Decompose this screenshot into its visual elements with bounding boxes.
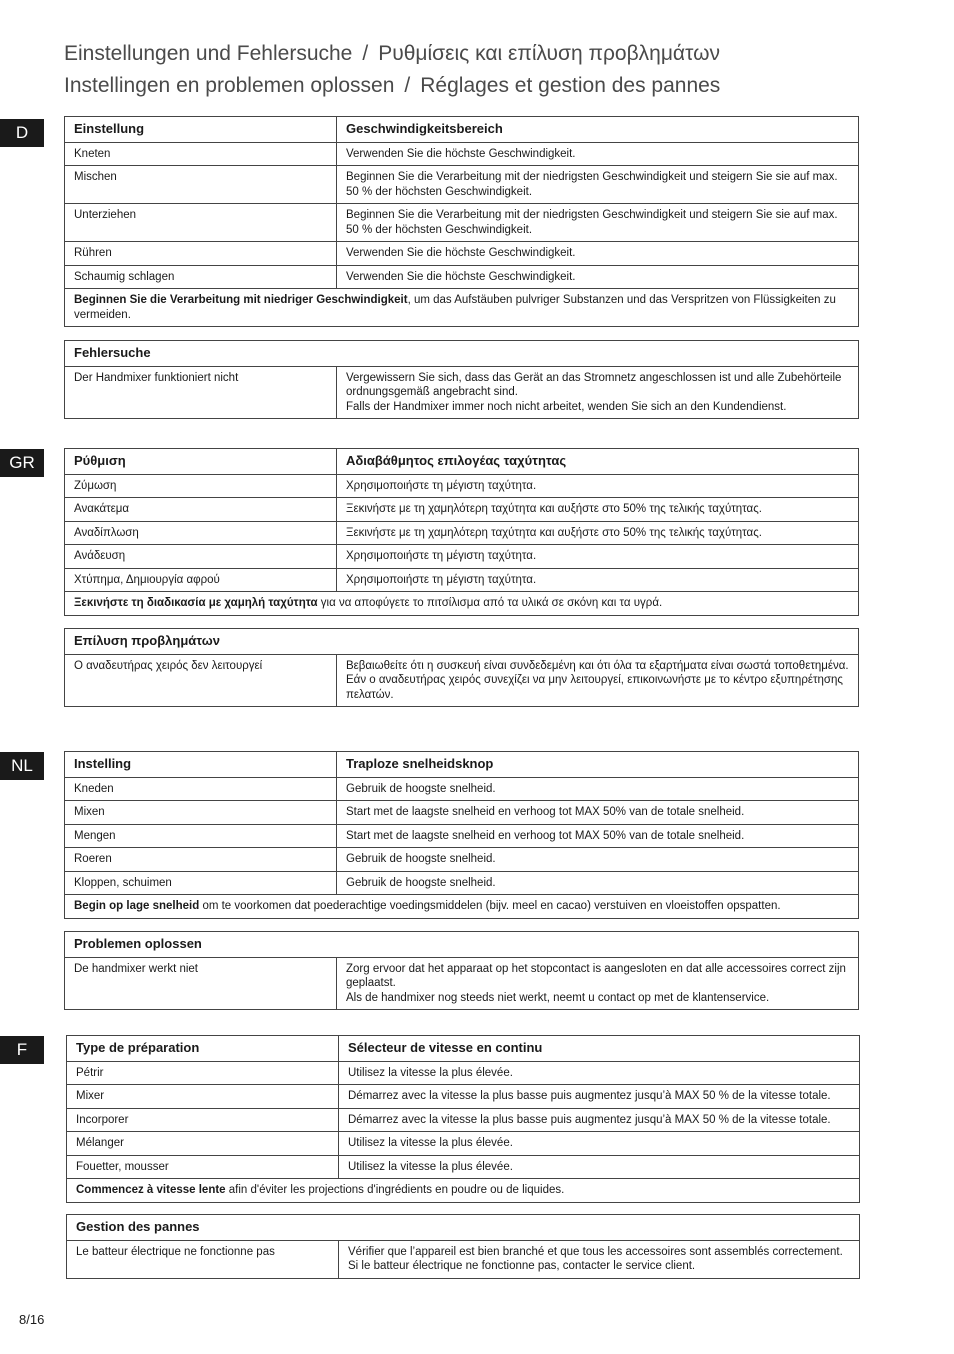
table-row xyxy=(65,871,859,895)
table-header-row xyxy=(65,932,859,958)
language-tab-de: D xyxy=(0,119,44,147)
header-setting: Type de préparation xyxy=(67,1036,339,1062)
note-bold: Commencez à vitesse lente xyxy=(76,1184,226,1196)
setting-cell: Kloppen, schuimen xyxy=(65,871,337,895)
setting-cell: Kneden xyxy=(65,777,337,801)
settings-table-nl xyxy=(64,751,859,919)
table-row xyxy=(65,474,859,498)
table-row xyxy=(65,545,859,569)
note-row xyxy=(65,895,859,919)
solution-line: Falls der Handmixer immer noch nicht arbeitet, wenden Sie sich an den Kundendienst. xyxy=(346,400,787,413)
solution-cell xyxy=(337,654,859,707)
table-row xyxy=(65,366,859,419)
speed-cell: Χρησιμοποιήστε τη μέγιστη ταχύτητα. xyxy=(337,568,859,592)
note-row xyxy=(65,289,859,327)
note-bold: Begin op lage snelheid xyxy=(74,900,200,912)
speed-cell: Démarrez avec la vitesse la plus basse puis augmentez jusqu’à MAX 50 % de la vitesse totale. xyxy=(339,1108,860,1132)
note-row xyxy=(67,1179,860,1203)
setting-cell: Roeren xyxy=(65,848,337,872)
note-bold: Ξεκινήστε τη διαδικασία με χαμηλή ταχύτητα xyxy=(74,597,318,609)
speed-cell: Gebruik de hoogste snelheid. xyxy=(337,871,859,895)
speed-cell: Beginnen Sie die Verarbeitung mit der niedrigsten Geschwindigkeit und steigern Sie sie auf max. 50 % der höchsten Geschwindigkeit. xyxy=(337,204,859,242)
language-tab-nl: NL xyxy=(0,752,44,780)
language-tab-fr: F xyxy=(0,1036,44,1064)
header-speed: Sélecteur de vitesse en continu xyxy=(339,1036,860,1062)
troubleshooting-header: Problemen oplossen xyxy=(65,932,859,958)
page-number: 8/16 xyxy=(19,1312,45,1327)
solution-cell xyxy=(337,366,859,419)
table-header-row xyxy=(67,1036,860,1062)
title-line-2: Instellingen en problemen oplossen / Réglages et gestion des pannes xyxy=(64,74,721,97)
header-setting: Einstellung xyxy=(65,117,337,143)
speed-cell: Beginnen Sie die Verarbeitung mit der niedrigsten Geschwindigkeit und steigern Sie sie auf max. 50 % der höchsten Geschwindigkeit. xyxy=(337,166,859,204)
speed-cell: Utilisez la vitesse la plus élevée. xyxy=(339,1155,860,1179)
setting-cell: Unterziehen xyxy=(65,204,337,242)
table-header-row xyxy=(67,1215,860,1241)
note-cell xyxy=(67,1179,860,1203)
setting-cell: Mixer xyxy=(67,1085,339,1109)
troubleshooting-header: Επίλυση προβλημάτων xyxy=(65,629,859,655)
language-tab-gr: GR xyxy=(0,449,44,477)
problem-cell: Der Handmixer funktioniert nicht xyxy=(65,366,337,419)
table-header-row xyxy=(65,449,859,475)
note-cell xyxy=(65,289,859,327)
solution-line: Vergewissern Sie sich, dass das Gerät an das Stromnetz angeschlossen ist und alle Zubehörteile ordnungsgemäß angebracht sind. xyxy=(346,371,842,398)
setting-cell: Mélanger xyxy=(67,1132,339,1156)
speed-cell: Χρησιμοποιήστε τη μέγιστη ταχύτητα. xyxy=(337,545,859,569)
solution-line: Si le batteur électrique ne fonctionne pas, contacter le service client. xyxy=(348,1260,696,1272)
header-setting: Ρύθμιση xyxy=(65,449,337,475)
note-cell xyxy=(65,592,859,616)
title-line-1: Einstellungen und Fehlersuche / Ρυθμίσεις και επίλυση προβλημάτων xyxy=(64,42,720,65)
solution-cell xyxy=(339,1240,860,1278)
settings-table-de xyxy=(64,116,859,327)
speed-cell: Ξεκινήστε με τη χαμηλότερη ταχύτητα και αυξήστε στο 50% της τελικής ταχύτητας. xyxy=(337,521,859,545)
setting-cell: Schaumig schlagen xyxy=(65,265,337,289)
setting-cell: Fouetter, mousser xyxy=(67,1155,339,1179)
header-speed: Geschwindigkeitsbereich xyxy=(337,117,859,143)
problem-cell: De handmixer werkt niet xyxy=(65,957,337,1010)
setting-cell: Αναδίπλωση xyxy=(65,521,337,545)
table-row xyxy=(67,1240,860,1278)
table-row xyxy=(65,801,859,825)
setting-cell: Ανάδευση xyxy=(65,545,337,569)
troubleshooting-table-gr xyxy=(64,628,859,707)
page-title xyxy=(64,38,720,102)
speed-cell: Utilisez la vitesse la plus élevée. xyxy=(339,1132,860,1156)
solution-line: Zorg ervoor dat het apparaat op het stopcontact is aangesloten en dat alle accessoires correct zijn geplaatst. xyxy=(346,962,846,989)
table-row xyxy=(65,242,859,266)
table-row xyxy=(67,1132,860,1156)
table-row xyxy=(65,957,859,1010)
solution-line: Vérifier que l’appareil est bien branché et que tous les accessoires sont assemblés correctement. xyxy=(348,1245,843,1258)
settings-table-gr xyxy=(64,448,859,616)
speed-cell: Ξεκινήστε με τη χαμηλότερη ταχύτητα και αυξήστε στο 50% της τελικής ταχύτητας. xyxy=(337,498,859,522)
note-bold: Beginnen Sie die Verarbeitung mit niedriger Geschwindigkeit xyxy=(74,294,408,306)
note-text: , um das Aufstäuben pulvriger Substanzen und das Verspritzen von Flüssigkeiten zu vermeiden. xyxy=(74,294,836,321)
speed-cell: Gebruik de hoogste snelheid. xyxy=(337,848,859,872)
speed-cell: Χρησιμοποιήστε τη μέγιστη ταχύτητα. xyxy=(337,474,859,498)
table-row xyxy=(67,1155,860,1179)
table-header-row xyxy=(65,341,859,367)
table-row xyxy=(65,777,859,801)
table-header-row xyxy=(65,752,859,778)
speed-cell: Utilisez la vitesse la plus élevée. xyxy=(339,1061,860,1085)
troubleshooting-header: Gestion des pannes xyxy=(67,1215,860,1241)
speed-cell: Démarrez avec la vitesse la plus basse puis augmentez jusqu’à MAX 50 % de la vitesse totale. xyxy=(339,1085,860,1109)
table-row xyxy=(65,166,859,204)
setting-cell: Kneten xyxy=(65,142,337,166)
note-text: om te voorkomen dat poederachtige voedingsmiddelen (bijv. meel en cacao) verstuiven en vloeistoffen opspatten. xyxy=(199,900,781,912)
table-row xyxy=(65,568,859,592)
setting-cell: Χτύπημα, Δημιουργία αφρού xyxy=(65,568,337,592)
header-speed: Αδιαβάθμητος επιλογέας ταχύτητας xyxy=(337,449,859,475)
speed-cell: Verwenden Sie die höchste Geschwindigkeit. xyxy=(337,142,859,166)
table-row xyxy=(65,521,859,545)
speed-cell: Start met de laagste snelheid en verhoog tot MAX 50% van de totale snelheid. xyxy=(337,801,859,825)
problem-cell: Le batteur électrique ne fonctionne pas xyxy=(67,1240,339,1278)
speed-cell: Gebruik de hoogste snelheid. xyxy=(337,777,859,801)
settings-table-fr xyxy=(66,1035,860,1203)
setting-cell: Incorporer xyxy=(67,1108,339,1132)
note-text: afin d'éviter les projections d'ingrédients en poudre ou de liquides. xyxy=(225,1184,565,1196)
header-speed: Traploze snelheidsknop xyxy=(337,752,859,778)
table-row xyxy=(65,265,859,289)
troubleshooting-table-de xyxy=(64,340,859,419)
table-header-row xyxy=(65,117,859,143)
troubleshooting-header: Fehlersuche xyxy=(65,341,859,367)
setting-cell: Ανακάτεμα xyxy=(65,498,337,522)
note-row xyxy=(65,592,859,616)
solution-line: Βεβαιωθείτε ότι η συσκευή είναι συνδεδεμένη και ότι όλα τα εξαρτήματα είναι σωστά τοποθετημένα. xyxy=(346,659,849,672)
table-row xyxy=(65,498,859,522)
solution-line: Εάν ο αναδευτήρας χειρός συνεχίζει να μην λειτουργεί, επικοινωνήστε με το κέντρο εξυπηρέτησης πελατών. xyxy=(346,674,843,701)
speed-cell: Verwenden Sie die höchste Geschwindigkeit. xyxy=(337,242,859,266)
setting-cell: Mischen xyxy=(65,166,337,204)
table-row xyxy=(65,848,859,872)
table-row xyxy=(65,204,859,242)
setting-cell: Ζύμωση xyxy=(65,474,337,498)
troubleshooting-table-fr xyxy=(66,1214,860,1279)
solution-cell xyxy=(337,957,859,1010)
note-text: για να αποφύγετε το πιτσίλισμα από τα υλικά σε σκόνη και τα υγρά. xyxy=(317,597,663,609)
problem-cell: Ο αναδευτήρας χειρός δεν λειτουργεί xyxy=(65,654,337,707)
setting-cell: Pétrir xyxy=(67,1061,339,1085)
table-row xyxy=(65,654,859,707)
header-setting: Instelling xyxy=(65,752,337,778)
speed-cell: Verwenden Sie die höchste Geschwindigkeit. xyxy=(337,265,859,289)
setting-cell: Mengen xyxy=(65,824,337,848)
table-row xyxy=(67,1108,860,1132)
table-row xyxy=(67,1061,860,1085)
setting-cell: Rühren xyxy=(65,242,337,266)
troubleshooting-table-nl xyxy=(64,931,859,1010)
table-row xyxy=(67,1085,860,1109)
solution-line: Als de handmixer nog steeds niet werkt, neemt u contact op met de klantenservice. xyxy=(346,991,770,1004)
table-header-row xyxy=(65,629,859,655)
table-row xyxy=(65,824,859,848)
speed-cell: Start met de laagste snelheid en verhoog tot MAX 50% van de totale snelheid. xyxy=(337,824,859,848)
setting-cell: Mixen xyxy=(65,801,337,825)
note-cell xyxy=(65,895,859,919)
table-row xyxy=(65,142,859,166)
